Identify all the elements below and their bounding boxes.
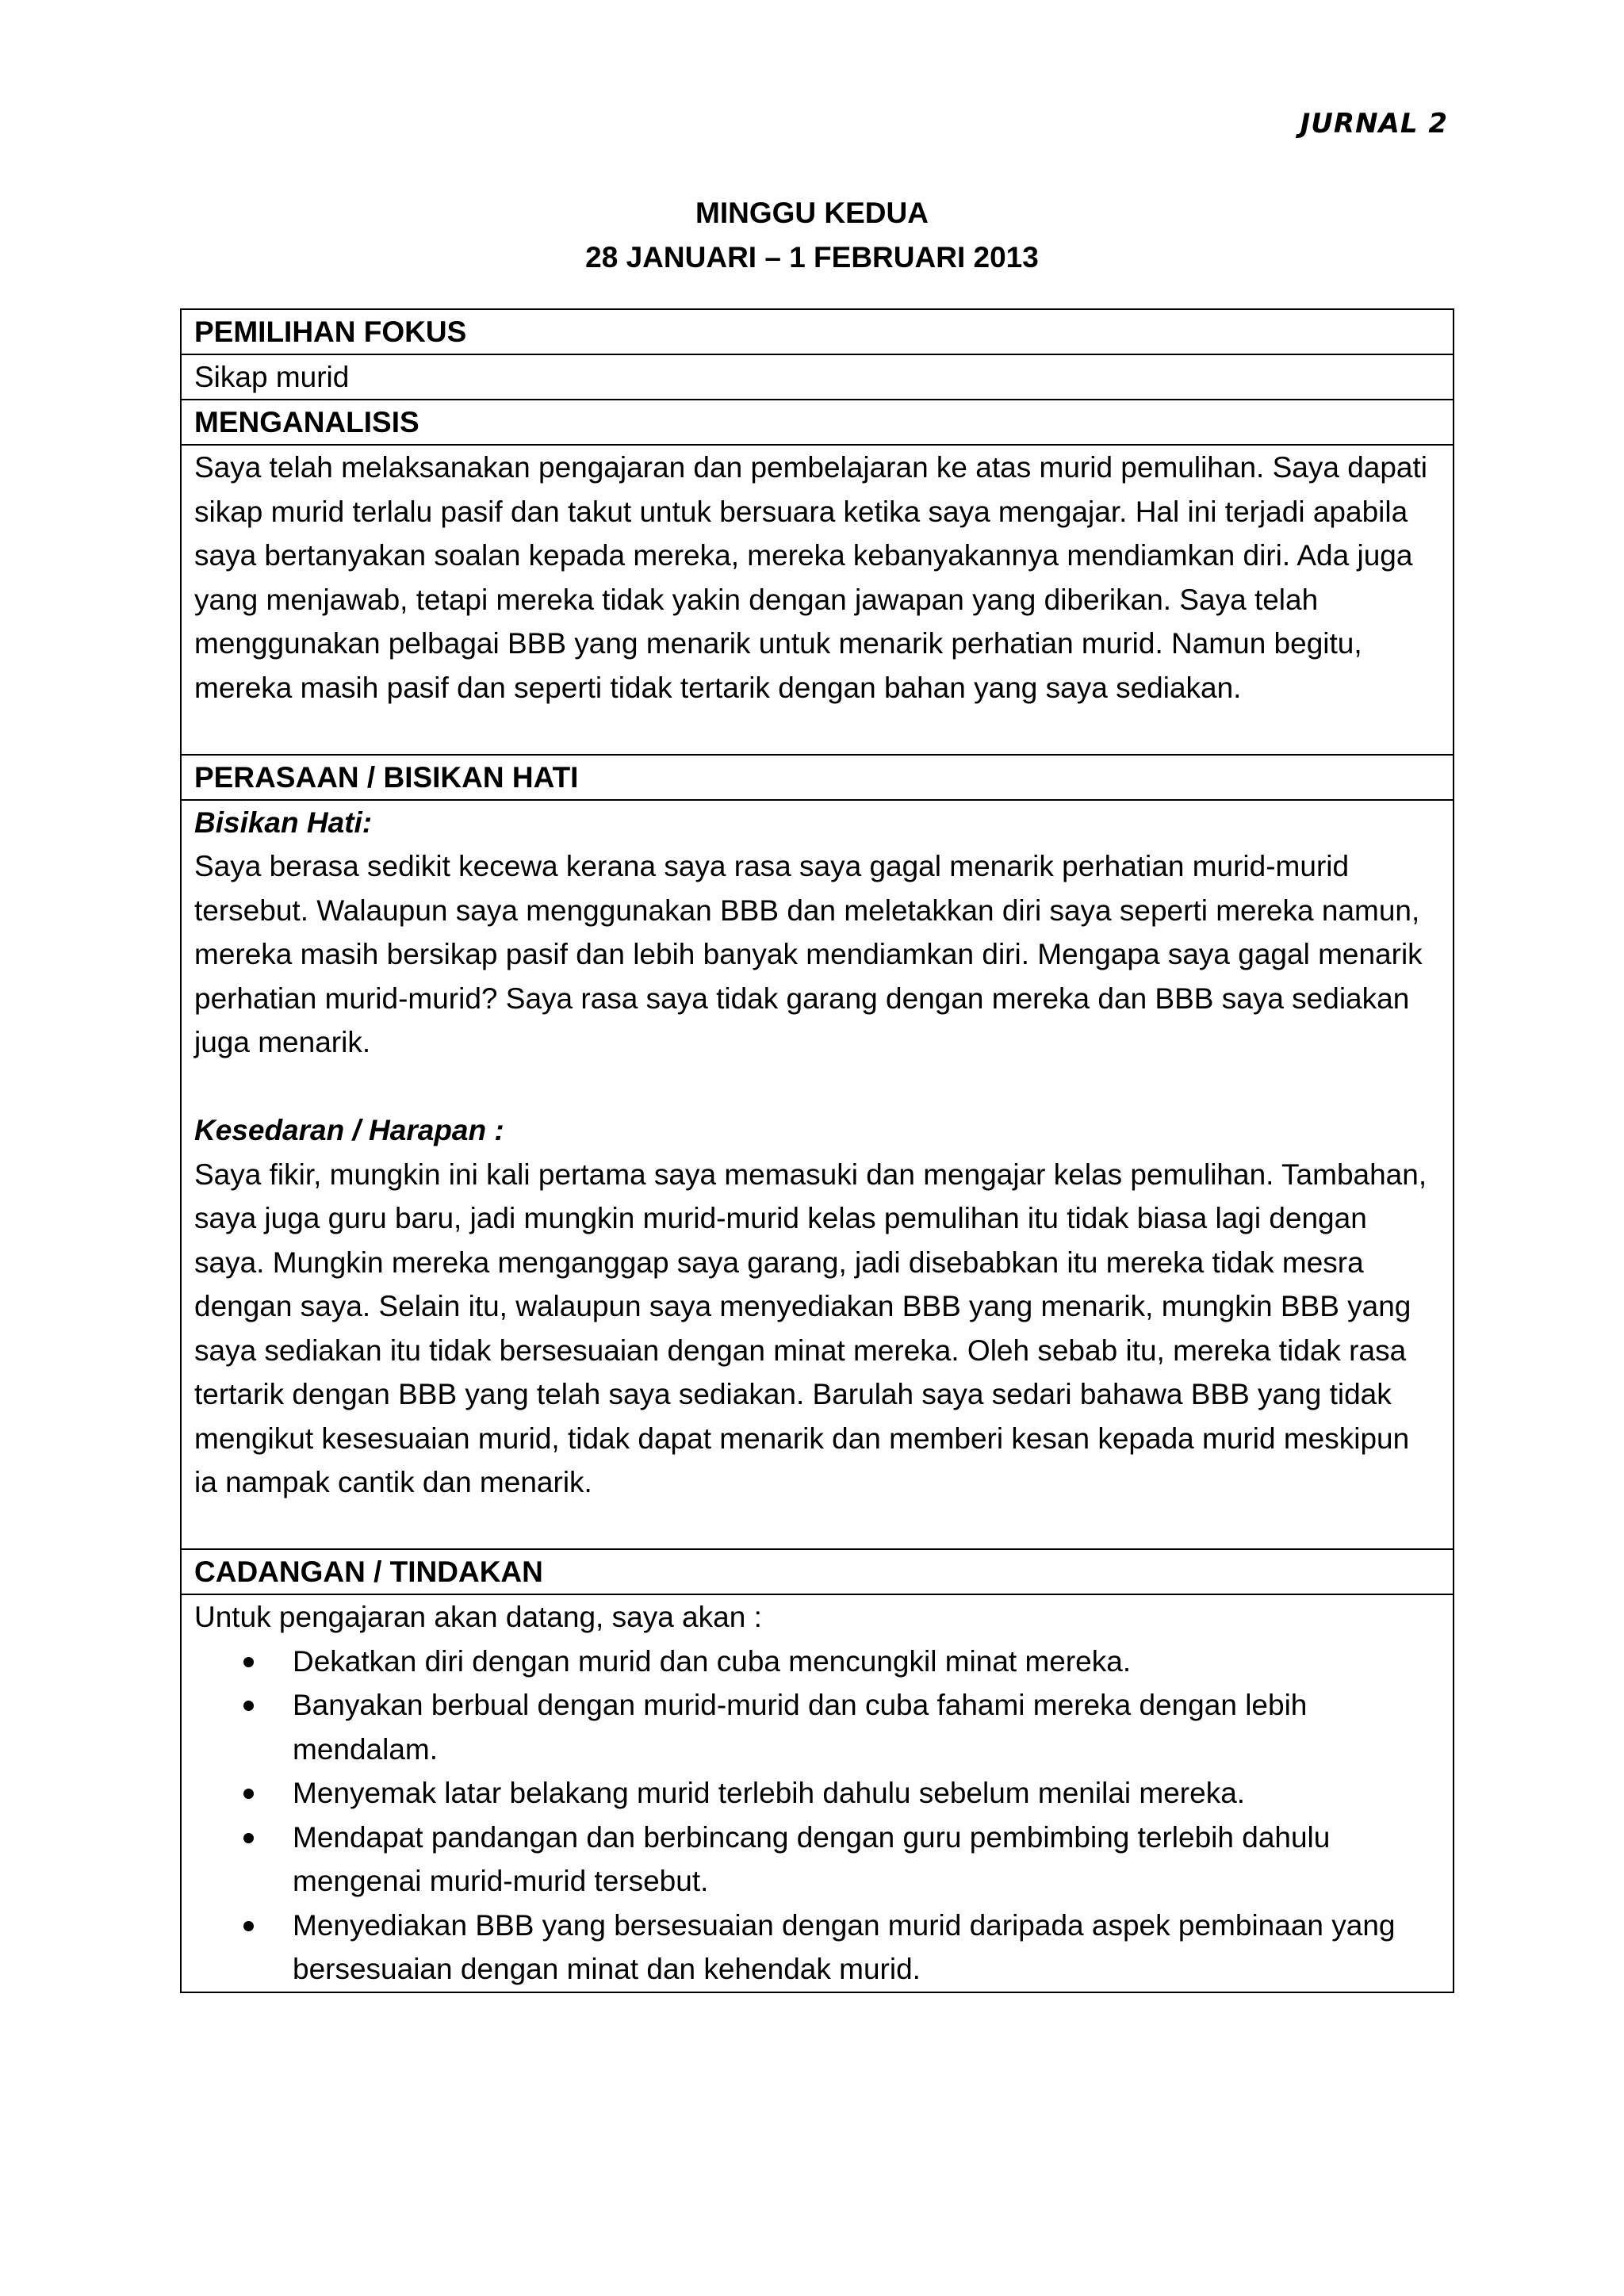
focus-label: PEMILIHAN FOKUS	[182, 310, 1453, 355]
journal-tag: JURNAL 2	[1300, 108, 1448, 140]
focus-value: Sikap murid	[182, 355, 1453, 400]
week-title: MINGGU KEDUA	[695, 197, 929, 229]
list-item-text: Mendapat pandangan dan berbincang dengan guru pembimbing terlebih dahulu mengenai murid-murid tersebut.	[293, 1820, 1331, 1897]
date-range: 28 JANUARI – 1 FEBRUARI 2013	[585, 241, 1039, 274]
spacer	[194, 1065, 1440, 1109]
bullet-icon	[243, 1657, 254, 1667]
list-item	[194, 1640, 1440, 1684]
actions-list	[194, 1640, 1440, 1992]
list-item-text: Menyediakan BBB yang bersesuaian dengan murid daripada aspek pembinaan yang bersesuaian dengan minat dan kehendak murid.	[293, 1908, 1396, 1985]
list-item	[194, 1771, 1440, 1816]
awareness-text: Saya fikir, mungkin ini kali pertama saya memasuki dan mengajar kelas pemulihan. Tambahan, saya juga guru baru, jadi mungkin murid-murid kelas pemulihan itu tidak biasa lagi dengan saya. Mungkin mereka menganggap saya garang, jadi disebabkan itu mereka tidak mesra dengan saya. Selain itu, walaupun saya menyediakan BBB yang menarik, mungkin BBB yang saya sediakan itu tidak bersesuaian dengan minat mereka. Oleh sebab itu, mereka tidak rasa tertarik dengan BBB yang telah saya sediakan. Barulah saya sedari bahawa BBB yang tidak mengikut kesesuaian murid, tidak dapat menarik dan memberi kesan kepada murid meskipun ia nampak cantik dan menarik.	[194, 1158, 1427, 1498]
analysis-label: MENGANALISIS	[182, 400, 1453, 446]
feelings-label: PERASAAN / BISIKAN HATI	[182, 756, 1453, 801]
list-item	[194, 1683, 1440, 1771]
list-item-text: Dekatkan diri dengan murid dan cuba mencungkil minat mereka.	[293, 1644, 1132, 1678]
list-item-text: Banyakan berbual dengan murid-murid dan cuba fahami mereka dengan lebih mendalam.	[293, 1689, 1308, 1766]
journal-table	[180, 308, 1454, 1993]
list-item	[194, 1904, 1440, 1992]
bullet-icon	[243, 1921, 254, 1931]
bullet-icon	[243, 1789, 254, 1799]
list-item	[194, 1816, 1440, 1904]
spacer	[194, 1505, 1440, 1549]
bullet-icon	[243, 1833, 254, 1843]
actions-intro: Untuk pengajaran akan datang, saya akan :	[194, 1601, 762, 1633]
analysis-text: Saya telah melaksanakan pengajaran dan pembelajaran ke atas murid pemulihan. Saya dapati sikap murid terlalu pasif dan takut untuk bersuara ketika saya mengajar. Hal ini terjadi apabila saya bertanyakan soalan kepada mereka, mereka kebanyakannya mendiamkan diri. Ada juga yang menjawab, tetapi mereka tidak yakin dengan jawapan yang diberikan. Saya telah menggunakan pelbagai BBB yang menarik untuk menarik perhatian murid. Namun begitu, mereka masih pasif dan seperti tidak tertarik dengan bahan yang saya sediakan.	[194, 451, 1428, 704]
actions-label: CADANGAN / TINDAKAN	[182, 1550, 1453, 1595]
whisper-heading: Bisikan Hati:	[194, 806, 373, 839]
analysis-section	[182, 446, 1453, 756]
whisper-text: Saya berasa sedikit kecewa kerana saya rasa saya gagal menarik perhatian murid-murid tersebut. Walaupun saya menggunakan BBB dan meletakkan diri saya seperti mereka namun, mereka masih bersikap pasif dan lebih banyak mendiamkan diri. Mengapa saya gagal menarik perhatian murid-murid? Saya rasa saya tidak garang dengan mereka dan BBB saya sediakan juga menarik.	[194, 850, 1423, 1058]
actions-section	[182, 1595, 1453, 1992]
list-item-text: Menyemak latar belakang murid terlebih dahulu sebelum menilai mereka.	[293, 1777, 1246, 1809]
feelings-section	[182, 801, 1453, 1551]
awareness-heading: Kesedaran / Harapan :	[194, 1114, 504, 1146]
spacer	[194, 710, 1440, 754]
bullet-icon	[243, 1701, 254, 1711]
